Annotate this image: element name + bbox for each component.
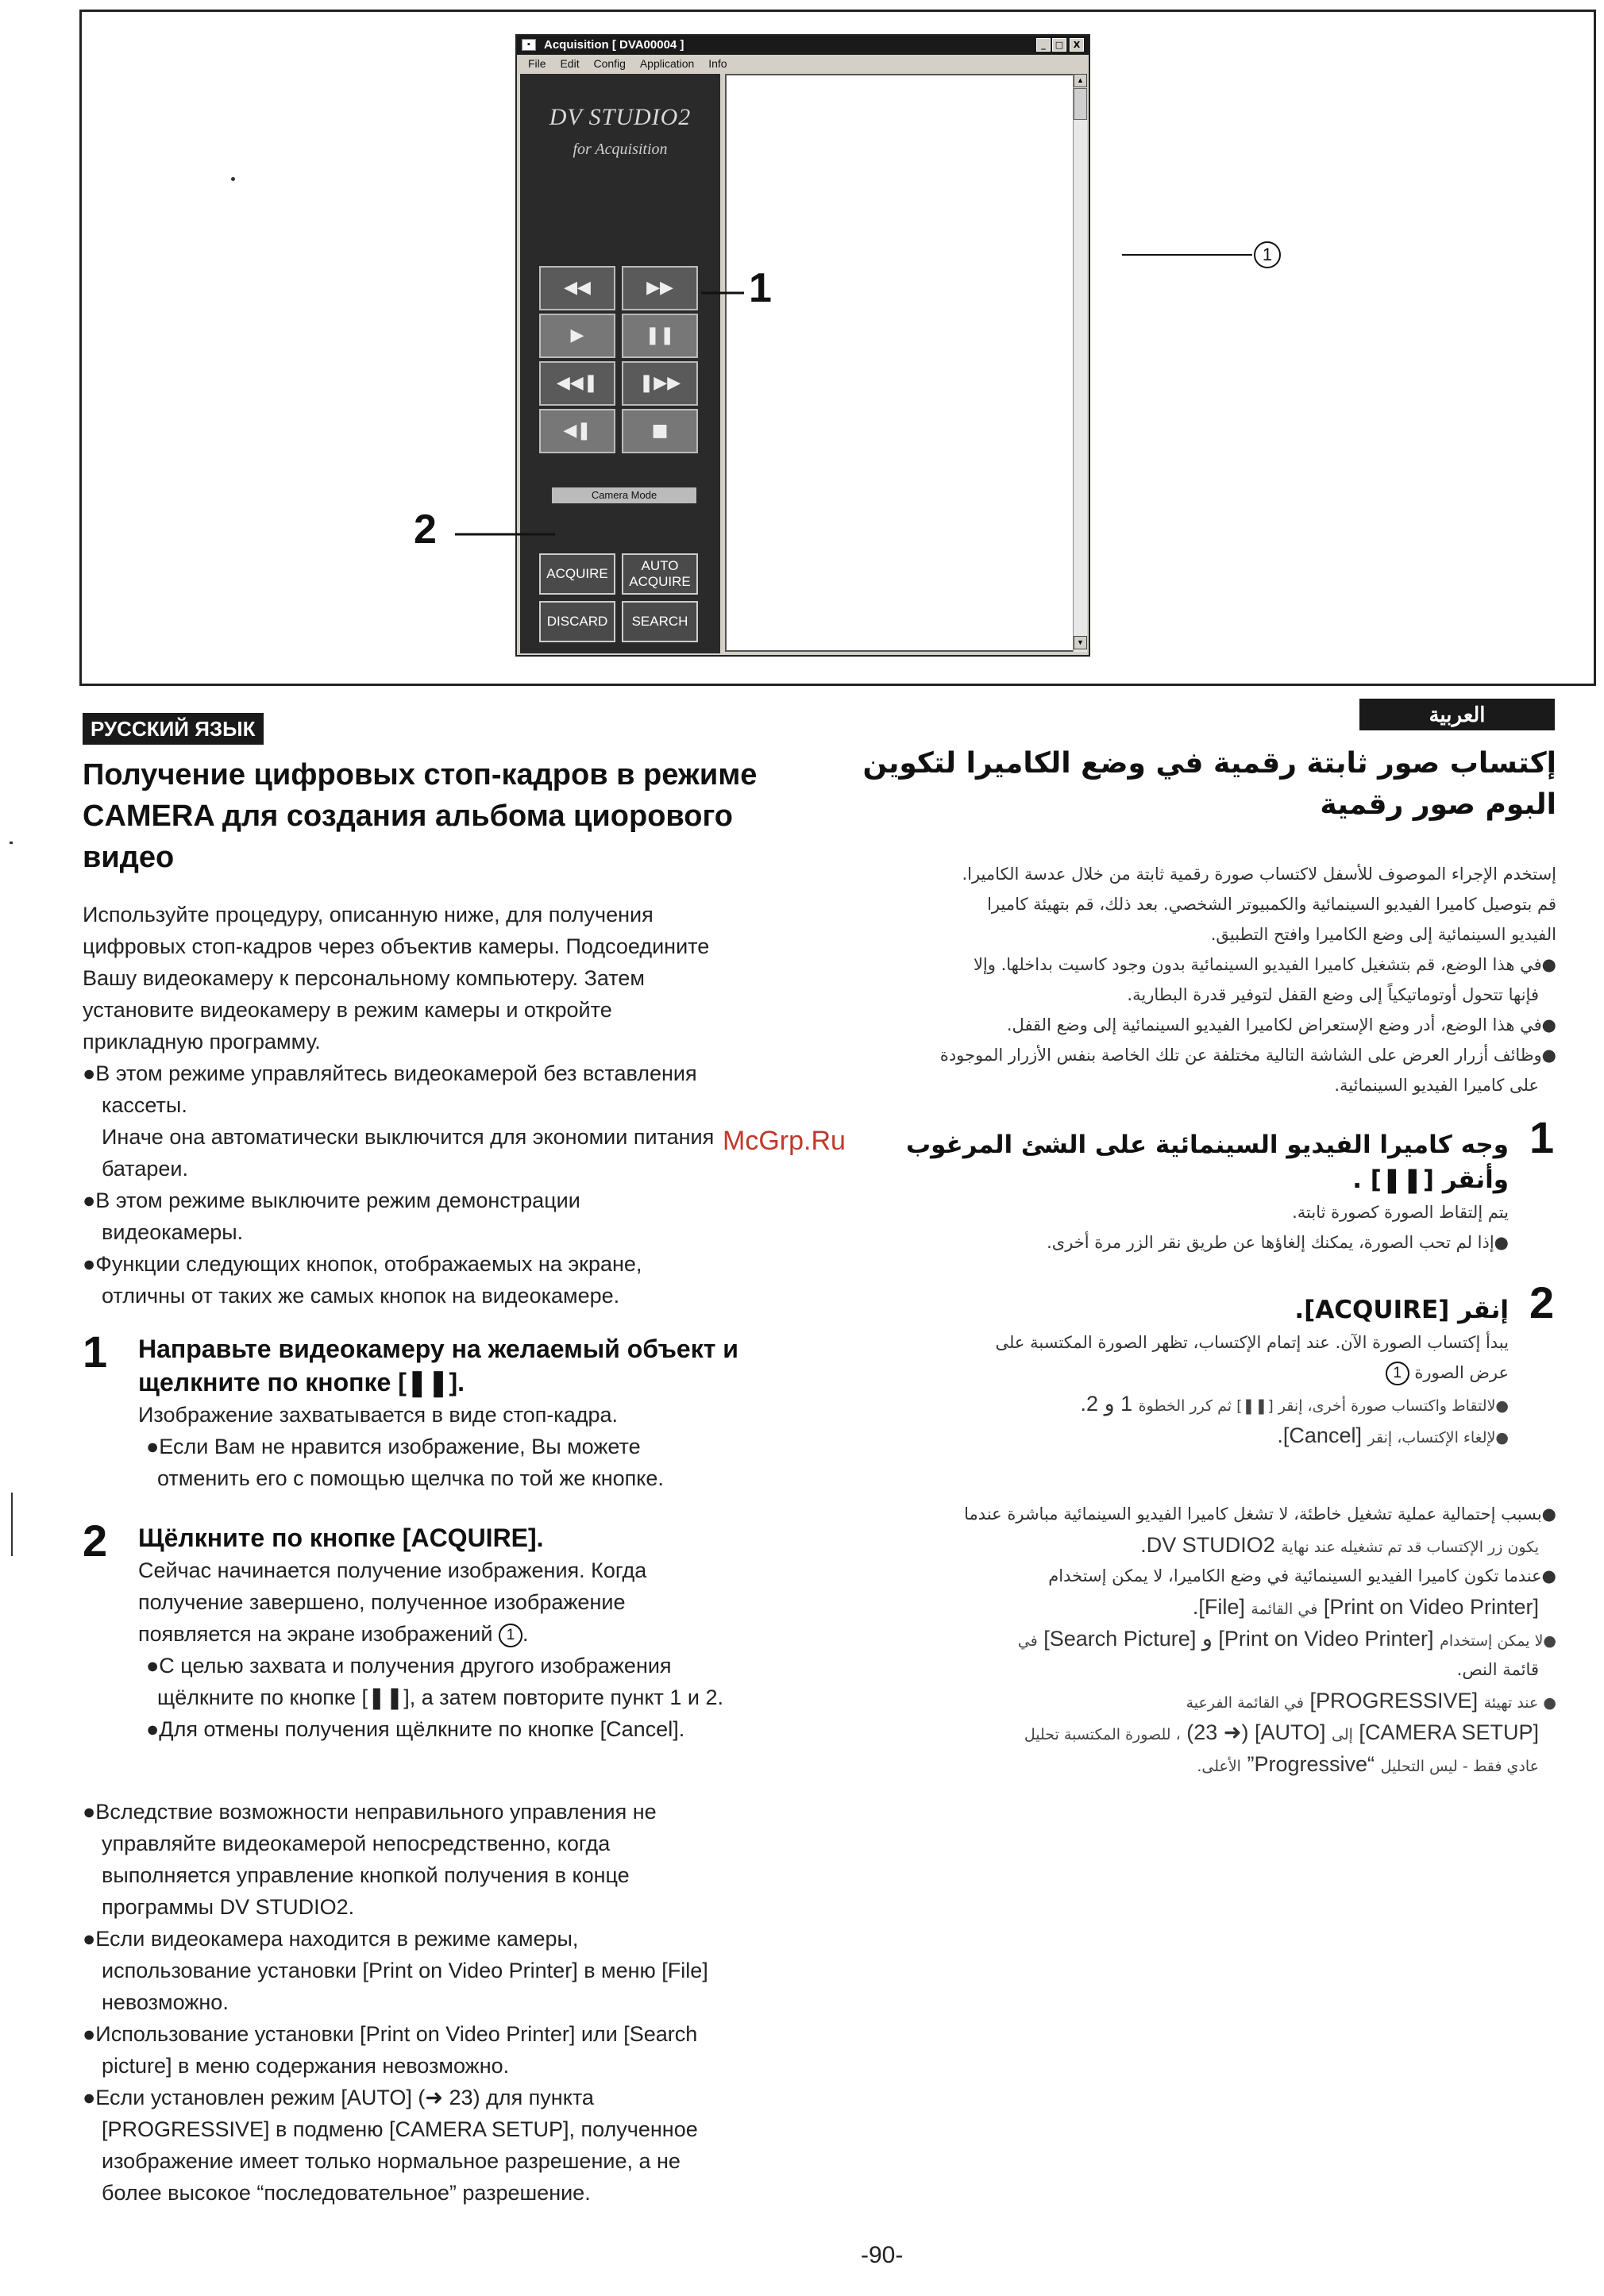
app-icon: ▪ bbox=[522, 39, 536, 51]
ar-note-part: الأعلى. bbox=[1197, 1758, 1241, 1775]
close-button[interactable]: X bbox=[1070, 38, 1084, 52]
ar-step2-number: 2 bbox=[1529, 1277, 1555, 1327]
ar-note-en: [CAMERA SETUP] bbox=[1359, 1720, 1539, 1744]
ru-step1-body: отменить его с помощью щелчка по той же кнопке. bbox=[157, 1466, 664, 1490]
ar-note-line bbox=[889, 1529, 1556, 1561]
discard-button[interactable]: DISCARD bbox=[539, 601, 615, 642]
ar-note-en: [PROGRESSIVE] bbox=[1309, 1689, 1479, 1712]
ru-note-line: более высокое “последовательное” разрешение. bbox=[102, 2181, 591, 2205]
ar-note-line: ●عندما تكون كاميرا الفيديو السينمائية في وضع الكاميرا، لا يمكن إستخدام bbox=[1048, 1566, 1556, 1585]
ar-step2-line4-ar: ●لإلغاء الإكتساب، إنقر bbox=[1367, 1429, 1509, 1447]
ar-note-part: ● عند تهيئة bbox=[1483, 1694, 1556, 1712]
ru-intro-line: батареи. bbox=[102, 1157, 188, 1181]
ar-note-line: قائمة النص. bbox=[1456, 1660, 1539, 1679]
ar-note-line bbox=[889, 1748, 1556, 1780]
ar-note-part: ●لا يمكن إستخدام bbox=[1440, 1632, 1556, 1650]
fast-forward-button[interactable]: ▶▶ bbox=[622, 266, 698, 310]
callout-2: 2 bbox=[414, 507, 437, 553]
slow-back-button[interactable]: ◀❚ bbox=[539, 409, 615, 453]
ru-note-line: управляйте видеокамерой непосредственно, когда bbox=[102, 1832, 611, 1855]
ru-step2-title: Щёлкните по кнопке [ACQUIRE]. bbox=[138, 1524, 544, 1552]
watermark: McGrp.Ru bbox=[723, 1126, 846, 1156]
ar-intro-line: قم بتوصيل كاميرا الفيديو السينمائية والكمبيوتر الشخصي. بعد ذلك، قم بتهيئة كاميرا bbox=[987, 895, 1556, 914]
menu-info[interactable]: Info bbox=[708, 57, 727, 70]
ar-note-part: ، للصورة المكتسبة تحليل bbox=[1024, 1726, 1181, 1743]
ar-step1-body: يتم إلتقاط الصورة كصورة ثابتة. bbox=[1292, 1203, 1509, 1222]
ru-step2-body: ●С целью захвата и получения другого изображения bbox=[146, 1654, 672, 1678]
ru-title bbox=[83, 754, 757, 878]
ru-circle-1: 1 bbox=[499, 1624, 522, 1647]
ar-title-line: إكتساب صور ثابتة رقمية في وضع الكاميرا لتكوين bbox=[862, 747, 1556, 780]
callout-circle-1: 1 bbox=[1254, 241, 1281, 268]
ru-step1-number: 1 bbox=[83, 1327, 108, 1377]
ar-circle-1: 1 bbox=[1386, 1362, 1409, 1385]
ar-note-line bbox=[889, 1685, 1556, 1716]
ru-note-line: использование установки [Print on Video Printer] в меню [File] bbox=[102, 1959, 708, 1982]
ru-title-line: Получение цифровых стоп-кадров в режиме bbox=[83, 758, 758, 792]
scroll-down-icon[interactable]: ▼ bbox=[1074, 636, 1087, 649]
binding-mark bbox=[11, 1493, 13, 1556]
pause-button[interactable]: ❚❚ bbox=[622, 314, 698, 358]
window-title: Acquisition [ DVA00004 ] bbox=[544, 38, 684, 52]
frame-back-button[interactable]: ◀◀❚ bbox=[539, 361, 615, 406]
ar-note-part: في القائمة bbox=[1251, 1601, 1318, 1618]
screenshot-figure bbox=[79, 10, 1596, 686]
ru-step1-body: Изображение захватывается в виде стоп-кадра. bbox=[138, 1403, 619, 1427]
ru-title-line: CAMERA для создания альбома циорового bbox=[83, 799, 734, 833]
ar-intro-line: ●وظائف أزرار العرض على الشاشة التالية مختلفة عن تلك الخاصة بنفس الأزرار الموجودة bbox=[939, 1046, 1556, 1065]
auto-acquire-label-1: AUTO bbox=[641, 558, 679, 573]
search-button[interactable]: SEARCH bbox=[622, 601, 698, 642]
ar-note-part: في القائمة الفرعية bbox=[1186, 1694, 1304, 1712]
ar-note-en: [AUTO] (➜ 23) bbox=[1186, 1720, 1326, 1744]
ru-step1 bbox=[138, 1332, 738, 1494]
ar-note-part: في bbox=[1017, 1632, 1038, 1650]
ru-step2-body-line bbox=[138, 1618, 723, 1650]
ru-step2-body: ●Для отмены получения щёлкните по кнопке [Cancel]. bbox=[146, 1717, 685, 1741]
ar-intro-line: إستخدم الإجراء الموصوف للأسفل لاكتساب صورة رقمية ثابتة من خلال عدسة الكاميرا. bbox=[962, 865, 1556, 884]
ru-intro-line: цифровых стоп-кадров через объектив камеры. Подсоедините bbox=[83, 934, 710, 958]
menu-edit[interactable]: Edit bbox=[560, 57, 580, 70]
russian-language-tag: РУССКИЙ ЯЗЫК bbox=[83, 713, 264, 745]
play-button[interactable]: ▶ bbox=[539, 314, 615, 358]
camera-mode-label: Camera Mode bbox=[552, 487, 696, 503]
ru-intro-line: прикладную программу. bbox=[83, 1030, 321, 1054]
ar-note-en: “Progressive” bbox=[1247, 1752, 1375, 1776]
ru-step2-body: получение завершено, полученное изображение bbox=[138, 1590, 626, 1614]
ar-note-part: إلى bbox=[1332, 1726, 1353, 1743]
ar-step2-title: إنقر [ACQUIRE]. bbox=[1294, 1296, 1509, 1324]
ar-step2-line3-ar: ●لالتقاط واكتساب صورة أخرى، إنقر [❚❚] ثم كرر الخطوة bbox=[1138, 1397, 1509, 1415]
ar-step2-line3-en: 1 و 2. bbox=[1080, 1392, 1133, 1416]
acquire-button[interactable]: ACQUIRE bbox=[539, 553, 615, 595]
ar-note-part: يكون زر الإكتساب قد تم تشغيله عند نهاية bbox=[1281, 1539, 1539, 1556]
ar-note-en: DV STUDIO2. bbox=[1140, 1533, 1275, 1557]
ru-note-line: [PROGRESSIVE] в подменю [CAMERA SETUP], полученное bbox=[102, 2117, 698, 2141]
ar-note-line bbox=[889, 1716, 1556, 1748]
ar-intro-line: ●في هذا الوضع، قم بتشغيل كاميرا الفيديو السينمائية بدون وجود كاسيت بداخلها. وإلا bbox=[973, 955, 1556, 974]
ar-step2 bbox=[889, 1292, 1509, 1451]
callout-1: 1 bbox=[749, 265, 772, 311]
ar-title bbox=[862, 743, 1556, 826]
ar-note-line bbox=[889, 1591, 1556, 1623]
minimize-button[interactable]: _ bbox=[1036, 38, 1051, 52]
ar-note-en: [Print on Video Printer] و [Search Picture] bbox=[1043, 1627, 1434, 1651]
menu-file[interactable]: File bbox=[528, 57, 546, 70]
ar-step2-line3 bbox=[889, 1388, 1509, 1420]
ru-note-line: невозможно. bbox=[102, 1990, 229, 2014]
auto-acquire-label-2: ACQUIRE bbox=[629, 574, 691, 589]
ru-step2 bbox=[138, 1521, 723, 1745]
scan-speck bbox=[10, 842, 13, 844]
ru-intro-line: Вашу видеокамеру к персональному компьютеру. Затем bbox=[83, 966, 645, 990]
ar-note-line bbox=[889, 1623, 1556, 1655]
ru-step2-body: Сейчас начинается получение изображения. Когда bbox=[138, 1558, 647, 1582]
stop-button[interactable]: ■ bbox=[622, 409, 698, 453]
ru-step2-number: 2 bbox=[83, 1516, 108, 1566]
ru-note-line: программы DV STUDIO2. bbox=[102, 1895, 355, 1919]
frame-forward-button[interactable]: ❚▶▶ bbox=[622, 361, 698, 406]
ar-note-line: ●بسبب إحتمالية عملية تشغيل خاطئة، لا تشغل كاميرا الفيديو السينمائية مباشرة عندما bbox=[964, 1504, 1556, 1524]
ru-intro-line: Используйте процедуру, описанную ниже, для получения bbox=[83, 903, 654, 926]
ru-title-line: видео bbox=[83, 841, 175, 874]
ar-step1-title: وأنقر [❚❚] . bbox=[1352, 1165, 1509, 1194]
ru-intro bbox=[83, 899, 714, 1312]
app-logo-subtitle: for Acquisition bbox=[573, 141, 668, 158]
arabic-language-tag: العربية bbox=[1359, 699, 1555, 730]
callout-lines bbox=[82, 12, 1594, 684]
ru-intro-line: ●В этом режиме выключите режим демонстрации bbox=[83, 1188, 580, 1212]
ar-intro-line: ●في هذا الوضع، أدر وضع الإستعراض لكاميرا الفيديو السينمائية إلى وضع القفل. bbox=[1006, 1015, 1556, 1034]
scroll-up-icon[interactable]: ▲ bbox=[1074, 74, 1087, 87]
ru-step1-body: ●Если Вам не нравится изображение, Вы можете bbox=[146, 1435, 641, 1458]
ru-intro-line: отличны от таких же самых кнопок на видеокамере. bbox=[102, 1284, 620, 1308]
ru-step2-body: появляется на экране изображений bbox=[138, 1622, 493, 1646]
menu-application[interactable]: Application bbox=[639, 57, 695, 70]
ru-step1-title: Направьте видеокамеру на желаемый объект и bbox=[138, 1335, 738, 1363]
ar-step2-body: عرض الصورة bbox=[1414, 1363, 1509, 1382]
menu-config[interactable]: Config bbox=[593, 57, 626, 70]
ru-note-line: изображение имеет только нормальное разрешение, а не bbox=[102, 2149, 681, 2173]
ar-step1-title: وجه كاميرا الفيديو السينمائية على الشئ المرغوب bbox=[906, 1131, 1509, 1159]
ar-note-en: [File]. bbox=[1192, 1595, 1245, 1619]
ar-step2-line4-en: [Cancel]. bbox=[1277, 1423, 1362, 1447]
ar-note-part: عادي فقط - ليس التحليل bbox=[1380, 1758, 1539, 1775]
ar-step1 bbox=[889, 1127, 1509, 1258]
ar-step1-number: 1 bbox=[1529, 1112, 1555, 1162]
ru-note-line: ●Если видеокамера находится в режиме камеры, bbox=[83, 1927, 579, 1951]
ru-note-line: picture] в меню содержания невозможно. bbox=[102, 2054, 510, 2078]
ru-intro-line: установите видеокамеру в режим камеры и откройте bbox=[83, 998, 612, 1022]
ru-intro-line: видеокамеры. bbox=[102, 1220, 244, 1244]
ru-note-line: ●Если установлен режим [AUTO] (➜ 23) для пункта bbox=[83, 2086, 594, 2109]
ru-note-line: ●Вследствие возможности неправильного управления не bbox=[83, 1800, 657, 1824]
ar-intro-line: على كاميرا الفيديو السينمائية. bbox=[1334, 1076, 1539, 1095]
ar-intro-line: فإنها تتحول أوتوماتيكياً إلى وضع القفل لتوفير قدرة البطارية. bbox=[1127, 985, 1539, 1004]
app-logo: DV STUDIO2 bbox=[549, 104, 692, 130]
ru-notes bbox=[83, 1796, 708, 2209]
ar-note-en: [Print on Video Printer] bbox=[1323, 1595, 1539, 1619]
ru-step2-body: щёлкните по кнопке [❚❚], а затем повторите пункт 1 и 2. bbox=[157, 1685, 723, 1709]
ar-notes bbox=[889, 1499, 1556, 1780]
ru-intro-line: кассеты. bbox=[102, 1093, 187, 1117]
ar-step2-line4 bbox=[889, 1420, 1509, 1451]
ru-note-line: выполняется управление кнопкой получения в конце bbox=[102, 1863, 630, 1887]
ru-step2-period: . bbox=[522, 1622, 529, 1646]
ru-intro-line: ●В этом режиме управляйтесь видеокамерой без вставления bbox=[83, 1061, 697, 1085]
ru-intro-line: ●Функции следующих кнопок, отображаемых на экране, bbox=[83, 1252, 642, 1276]
ar-intro bbox=[889, 859, 1556, 1100]
ar-title-line: البوم صور رقمية bbox=[1320, 788, 1556, 821]
ru-note-line: ●Использование установки [Print on Video Printer] или [Search bbox=[83, 2022, 698, 2046]
ru-intro-line: Иначе она автоматически выключится для экономии питания bbox=[102, 1125, 715, 1149]
ar-step1-body: ●إذا لم تحب الصورة، يمكنك إلغاؤها عن طريق نقر الزر مرة أخرى. bbox=[1047, 1233, 1509, 1252]
ar-step2-body-line bbox=[889, 1358, 1509, 1388]
page-number: -90- bbox=[861, 2242, 904, 2268]
ar-intro-line: الفيديو السينمائية إلى وضع الكاميرا وافتح التطبيق. bbox=[1210, 925, 1556, 944]
maximize-button[interactable]: □ bbox=[1052, 38, 1066, 52]
ru-step1-title: щелкните по кнопке [❚❚]. bbox=[138, 1368, 465, 1396]
rewind-button[interactable]: ◀◀ bbox=[539, 266, 615, 310]
ar-step2-body: يبدأ إكتساب الصورة الآن. عند إتمام الإكتساب، تظهر الصورة المكتسبة على bbox=[995, 1333, 1509, 1352]
